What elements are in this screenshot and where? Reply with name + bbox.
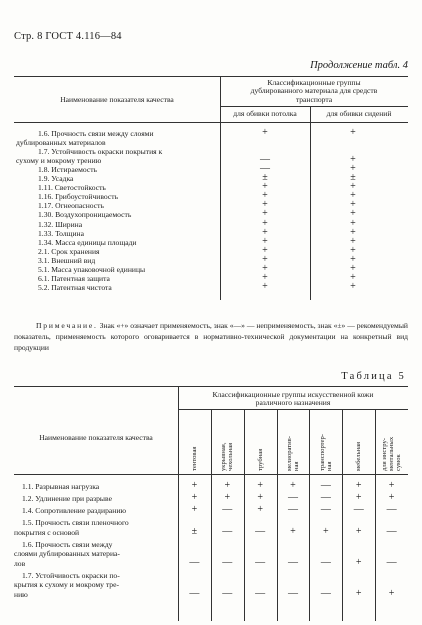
applicability-ceiling: +: [262, 217, 268, 229]
indicator-name: 1.6. Прочность связи между слоями: [38, 129, 154, 138]
table-continuation-label: Продолжение табл. 4: [310, 60, 408, 71]
indicator-name: 1.7. Устойчивость окраски по-: [22, 570, 120, 580]
indicator-name: 1.34. Масса единицы площади: [38, 237, 137, 247]
applicability-ceiling: +: [262, 127, 268, 138]
applicability-sign: —: [222, 525, 233, 537]
table5-column-header: тентовая: [190, 446, 198, 471]
applicability-sign: ±: [191, 525, 198, 537]
applicability-ceiling: +: [262, 253, 268, 265]
applicability-sign: —: [386, 556, 397, 568]
applicability-sign: +: [257, 480, 263, 491]
applicability-sign: —: [288, 588, 298, 599]
indicator-name: 1.33. Толщина: [38, 228, 84, 238]
applicability-ceiling: —: [260, 154, 270, 166]
applicability-seats: +: [350, 262, 356, 274]
indicator-name: 1.32. Ширина: [38, 219, 83, 229]
applicability-ceiling: +: [262, 181, 268, 193]
indicator-name: 1.17. Огнеопасность: [38, 201, 104, 211]
applicability-sign: —: [255, 588, 266, 599]
indicator-name: 1.5. Прочность связи пленочного: [22, 518, 129, 527]
applicability-sign: —: [320, 556, 331, 568]
applicability-ceiling: —: [260, 163, 270, 175]
indicator-name: 1.4. Сопротивление раздиранию: [22, 506, 127, 515]
table4-group-header: Классификационные группы дублированного материала для средств транспорта: [250, 78, 378, 104]
indicator-name: 1.16. Грибоустойчивость: [38, 192, 119, 202]
applicability-sign: +: [355, 556, 362, 568]
applicability-seats: +: [350, 271, 356, 283]
indicator-name: 2.1. Срок хранения: [38, 246, 100, 256]
applicability-sign: +: [191, 492, 198, 503]
applicability-ceiling: +: [262, 280, 268, 292]
applicability-ceiling: +: [262, 262, 268, 274]
applicability-sign: —: [222, 556, 233, 568]
applicability-seats: +: [350, 235, 356, 247]
applicability-sign: +: [355, 525, 362, 537]
indicator-name: слоями дублированных материа-: [14, 549, 120, 559]
indicator-name: покрытия с основой: [14, 527, 80, 537]
indicator-name: 6.1. Патентная защита: [38, 273, 110, 283]
applicability-ceiling: +: [262, 244, 268, 256]
applicability-seats: +: [350, 226, 356, 238]
applicability-sign: —: [189, 588, 200, 599]
indicator-name: 1.11. Светостойкость: [38, 183, 106, 193]
applicability-sign: —: [189, 556, 200, 568]
table4-subheader-ceiling: для обивки потолка: [233, 109, 297, 118]
applicability-sign: —: [288, 492, 298, 503]
table5-column-header: для инстру- ментальных сумок: [381, 436, 403, 471]
applicability-sign: —: [386, 525, 397, 537]
indicator-name: лов: [14, 558, 26, 568]
applicability-sign: +: [224, 492, 231, 503]
applicability-seats: +: [350, 208, 356, 220]
table4-subheader-seats: для обивки сидений: [326, 109, 392, 118]
table5-name-header: Наименование показателя качества: [39, 433, 153, 442]
applicability-seats: +: [350, 127, 356, 138]
applicability-sign: +: [224, 480, 231, 491]
applicability-seats: +: [350, 199, 356, 211]
indicator-name: 3.1. Внешний вид: [38, 255, 96, 265]
table-row: [0, 280, 422, 292]
table5-column-header: мелиоратив- ная: [286, 436, 300, 471]
applicability-sign: —: [320, 492, 331, 503]
applicability-seats: +: [350, 190, 356, 202]
indicator-name: 1.8. Истираемость: [38, 165, 98, 175]
table-5-title: Таблица 5: [341, 371, 406, 382]
table5-column-header: мебельная: [355, 441, 363, 471]
applicability-sign: +: [323, 525, 329, 537]
note-text: Знак «+» означает применяемость, знак «—» — неприменяемость, знак «±» — рекомендуемый показатель, применяемость которого оговаривается в нормативно-технической документации на конкретный вид продукции: [14, 321, 408, 353]
applicability-sign: —: [255, 525, 266, 537]
applicability-sign: +: [290, 480, 296, 491]
applicability-sign: —: [255, 556, 266, 568]
applicability-seats: +: [350, 253, 356, 265]
applicability-sign: —: [386, 504, 397, 515]
indicator-name: 1.30. Воздухопроницаемость: [38, 210, 132, 220]
applicability-sign: +: [355, 588, 362, 599]
applicability-sign: —: [353, 504, 364, 515]
applicability-ceiling: +: [262, 190, 268, 202]
applicability-sign: +: [388, 492, 395, 503]
table5-group-header: Классификационные группы искусственной кожи различного назначения: [212, 390, 374, 408]
applicability-ceiling: +: [262, 226, 268, 238]
indicator-name: сухому и мокрому трению: [16, 156, 102, 166]
indicator-name: крытия к сухому и мокрому тре-: [14, 580, 119, 590]
applicability-sign: +: [257, 504, 263, 515]
table5-column-header: укрывная, чехольная: [220, 442, 235, 471]
applicability-seats: +: [350, 181, 356, 193]
applicability-seats: +: [350, 163, 356, 175]
applicability-ceiling: +: [262, 199, 268, 211]
applicability-ceiling: +: [262, 208, 268, 220]
applicability-seats: ±: [350, 172, 356, 184]
applicability-sign: —: [222, 504, 233, 515]
applicability-sign: +: [355, 480, 362, 491]
applicability-sign: +: [257, 492, 263, 503]
applicability-seats: +: [350, 217, 356, 229]
applicability-sign: +: [290, 525, 296, 537]
page-header: Стр. 8 ГОСТ 4.116—84: [14, 31, 122, 42]
indicator-name: 1.7. Устойчивость окраски покрытия к: [38, 147, 163, 157]
applicability-sign: —: [320, 480, 331, 491]
applicability-sign: +: [191, 480, 198, 491]
indicator-name: дублированных материалов: [16, 138, 106, 148]
applicability-seats: +: [350, 280, 356, 292]
indicator-name: 1.9. Усадка: [38, 174, 74, 184]
applicability-sign: —: [320, 504, 331, 515]
table5-column-header: транспортер- ная: [318, 434, 333, 471]
applicability-sign: +: [388, 588, 395, 599]
table4-name-header: Наименование показателя качества: [60, 95, 174, 104]
applicability-ceiling: +: [262, 235, 268, 247]
applicability-sign: —: [320, 588, 331, 599]
indicator-name: 5.2. Патентная чистота: [38, 282, 112, 292]
table-row: [0, 129, 422, 138]
indicator-name: 1.6. Прочность связи между: [22, 539, 113, 549]
table-row: [0, 138, 422, 147]
applicability-sign: +: [355, 492, 362, 503]
indicator-name: 5.1. Масса упаковочной единицы: [38, 264, 146, 274]
applicability-sign: —: [222, 588, 233, 599]
applicability-sign: —: [288, 504, 298, 515]
applicability-ceiling: +: [262, 271, 268, 283]
note-paragraph: [14, 320, 408, 354]
indicator-name: нию: [14, 590, 28, 599]
applicability-ceiling: ±: [262, 172, 268, 184]
applicability-sign: —: [288, 556, 298, 568]
table5-column-header: трубная: [256, 448, 264, 471]
applicability-sign: +: [388, 480, 395, 491]
applicability-sign: +: [191, 504, 198, 515]
applicability-seats: +: [350, 244, 356, 256]
note-label: Примечание.: [36, 321, 98, 330]
indicator-name: 1.1. Разрывная нагрузка: [22, 482, 100, 491]
indicator-name: 1.2. Удлинение при разрыве: [22, 494, 112, 503]
applicability-seats: +: [350, 154, 356, 166]
